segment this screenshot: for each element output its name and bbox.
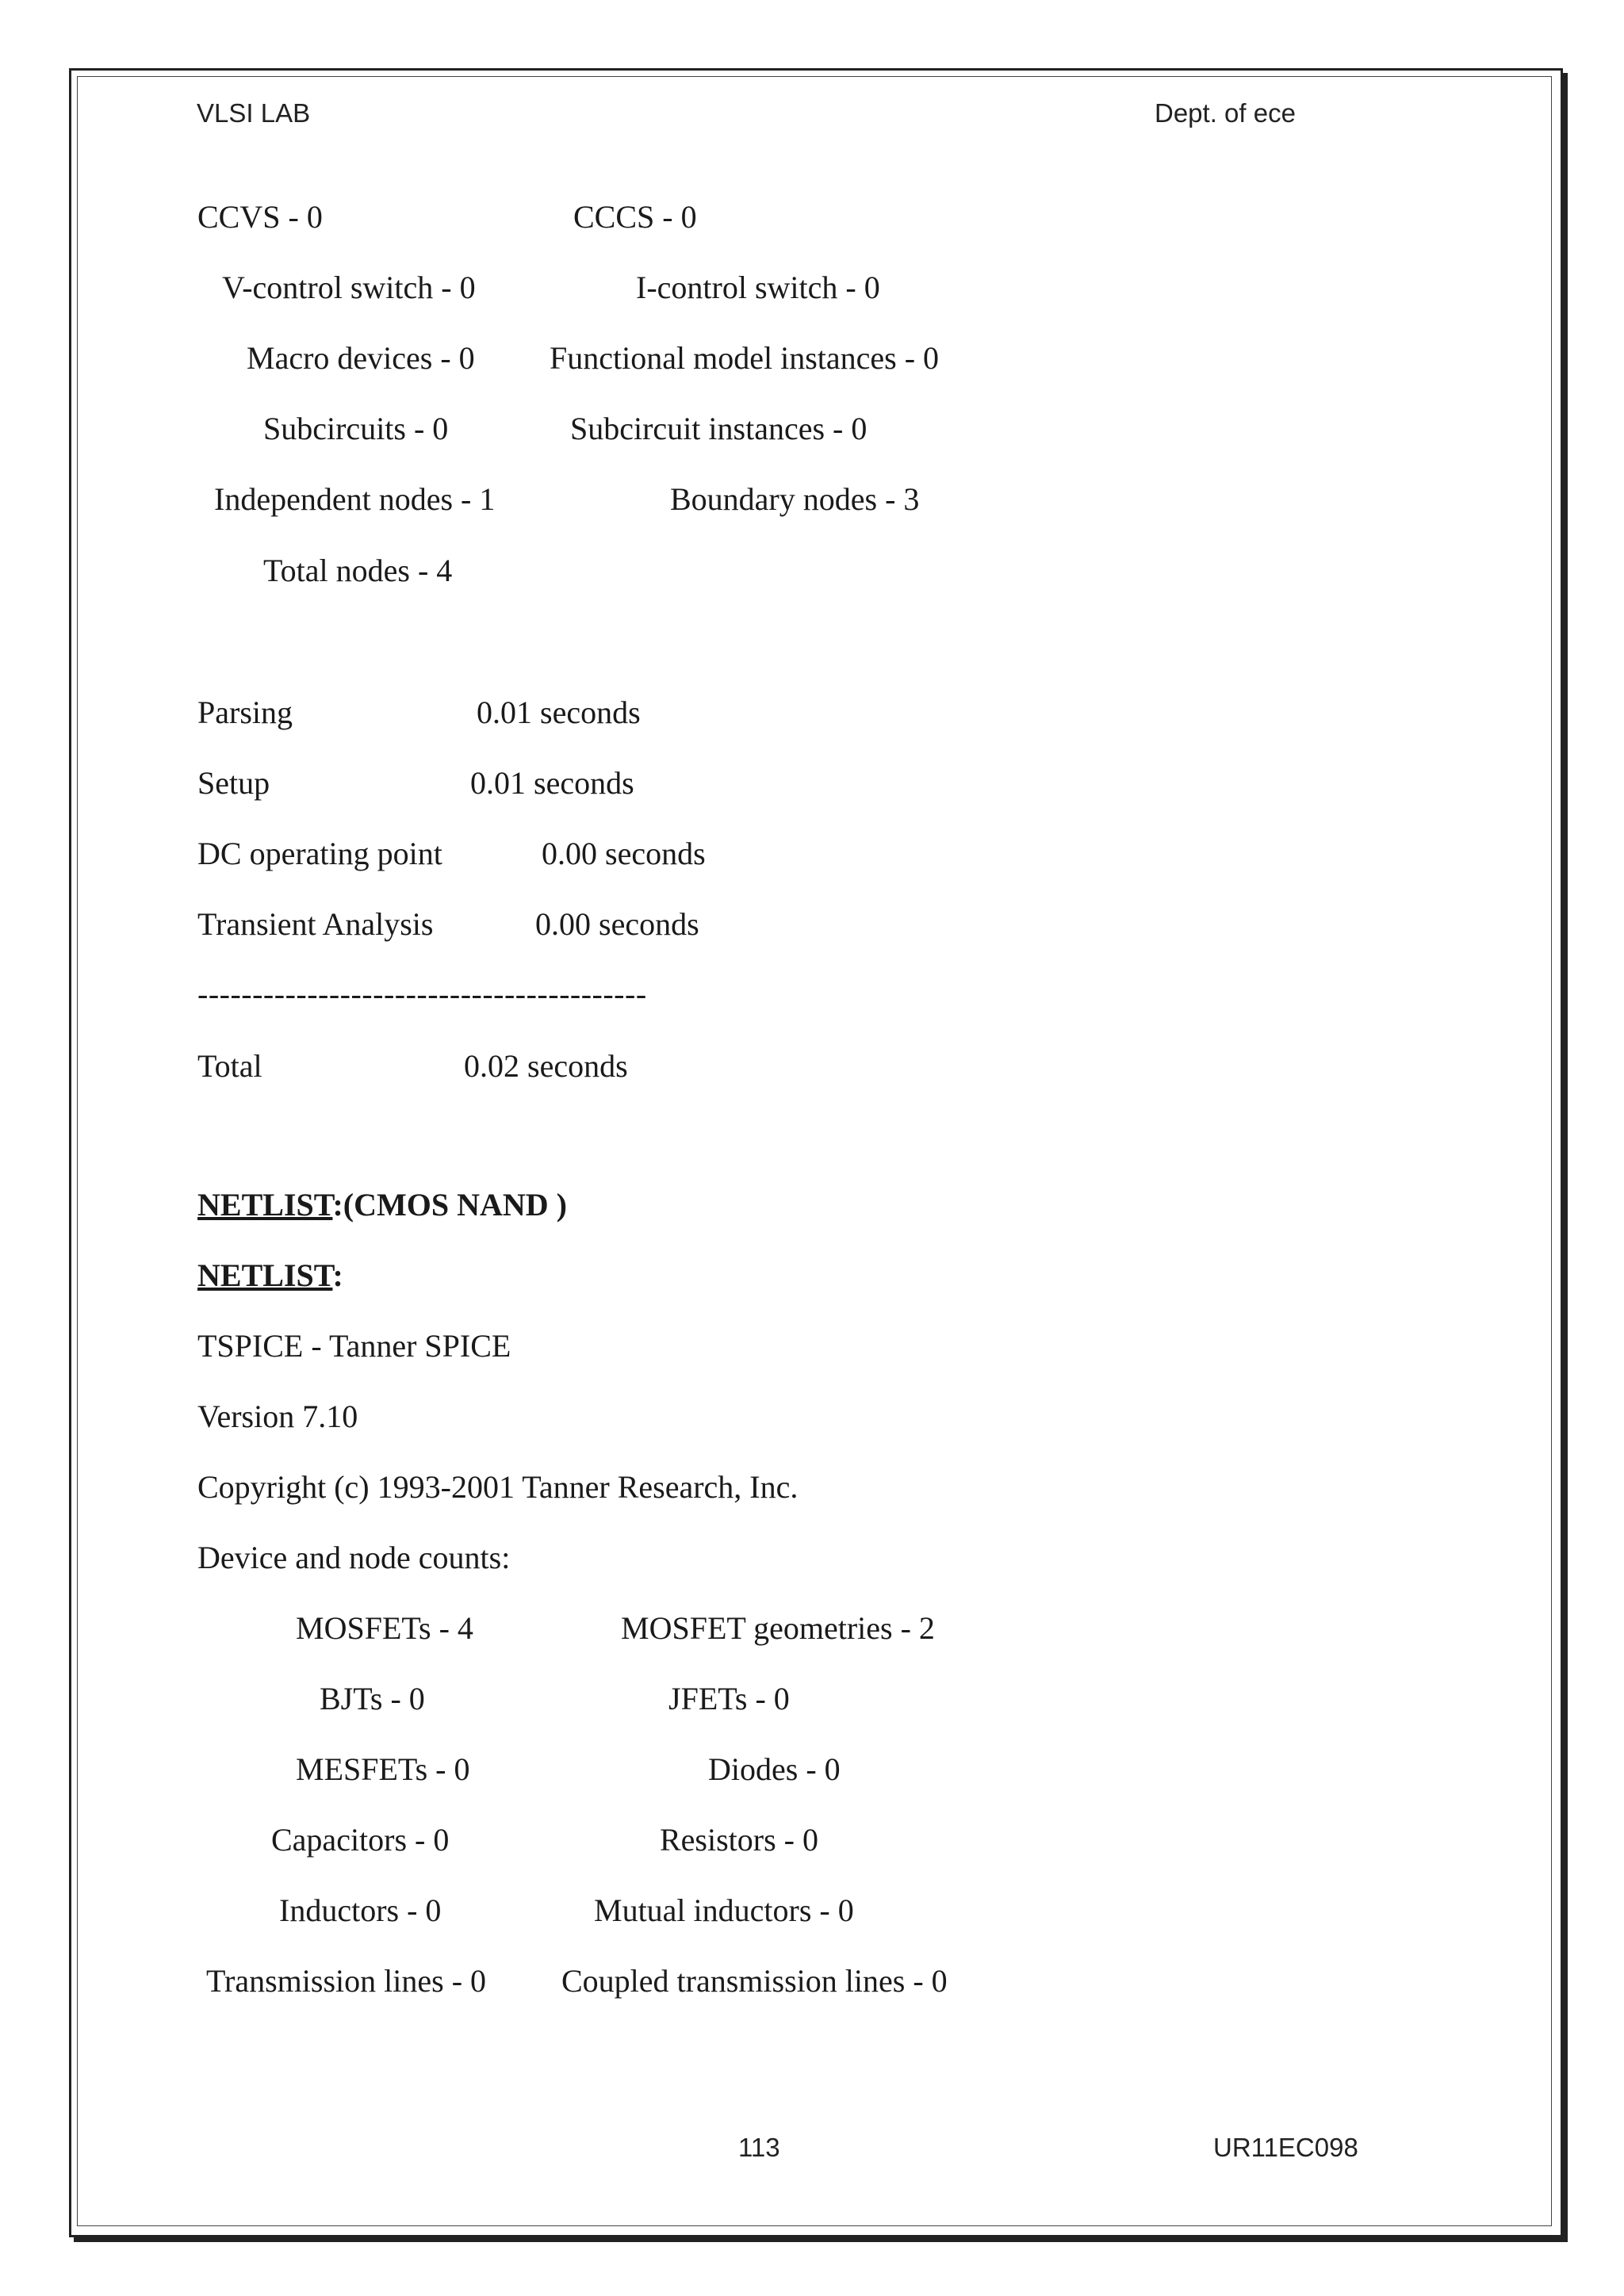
count-item: Transmission lines - 0: [206, 1963, 487, 1999]
count-item: Diodes - 0: [708, 1751, 841, 1787]
count-item: Inductors - 0: [279, 1892, 442, 1928]
count-item: MOSFET geometries - 2: [621, 1610, 935, 1646]
count-item: Mutual inductors - 0: [594, 1892, 854, 1928]
count-item: CCVS - 0: [197, 199, 323, 235]
netlist-subheading: [197, 1257, 343, 1293]
count-item: Macro devices - 0: [247, 340, 475, 376]
count-item: Subcircuit instances - 0: [570, 411, 868, 446]
page-number: 113: [738, 2133, 780, 2162]
netlist-heading-rest: :(CMOS NAND ): [332, 1187, 567, 1223]
timing-value: 0.00 seconds: [535, 906, 699, 942]
netlist-subheading-rest: :: [332, 1257, 343, 1293]
count-item: JFETs - 0: [668, 1681, 790, 1716]
count-item: CCCS - 0: [573, 199, 697, 235]
timing-label: Setup: [197, 765, 270, 801]
netlist-heading: [197, 1189, 567, 1221]
program-version: Version 7.10: [197, 1399, 358, 1434]
total-label: Total: [197, 1048, 262, 1084]
count-item: BJTs - 0: [320, 1681, 425, 1716]
netlist-subheading-underlined: NETLIST: [197, 1257, 333, 1293]
program-name: TSPICE - Tanner SPICE: [197, 1328, 511, 1364]
count-item: Subcircuits - 0: [263, 411, 449, 446]
roll-number: UR11EC098: [1213, 2133, 1358, 2162]
netlist-heading-underlined: NETLIST: [197, 1187, 333, 1223]
count-item: Boundary nodes - 3: [670, 481, 920, 517]
count-item: I-control switch - 0: [636, 270, 880, 305]
timing-label: DC operating point: [197, 836, 442, 871]
count-item: V-control switch - 0: [222, 270, 476, 305]
timing-label: Transient Analysis: [197, 906, 434, 942]
count-item: Resistors - 0: [660, 1822, 818, 1858]
copyright-line: Copyright (c) 1993-2001 Tanner Research, Inc.: [197, 1469, 799, 1505]
count-item: Total nodes - 4: [263, 553, 453, 588]
counts-label: Device and node counts:: [197, 1540, 511, 1575]
separator-line: -----------------------------------------: [197, 976, 647, 1012]
header-lab-title: VLSI LAB: [197, 98, 311, 128]
total-value: 0.02 seconds: [464, 1048, 628, 1084]
timing-label: Parsing: [197, 695, 293, 730]
count-item: MOSFETs - 4: [296, 1610, 473, 1646]
timing-value: 0.00 seconds: [542, 836, 706, 871]
count-item: Independent nodes - 1: [214, 481, 496, 517]
count-item: MESFETs - 0: [296, 1751, 470, 1787]
count-item: Coupled transmission lines - 0: [561, 1963, 948, 1999]
timing-value: 0.01 seconds: [470, 765, 634, 801]
header-department: Dept. of ece: [1155, 98, 1296, 128]
timing-value: 0.01 seconds: [477, 695, 641, 730]
count-item: Capacitors - 0: [271, 1822, 450, 1858]
count-item: Functional model instances - 0: [550, 340, 940, 376]
